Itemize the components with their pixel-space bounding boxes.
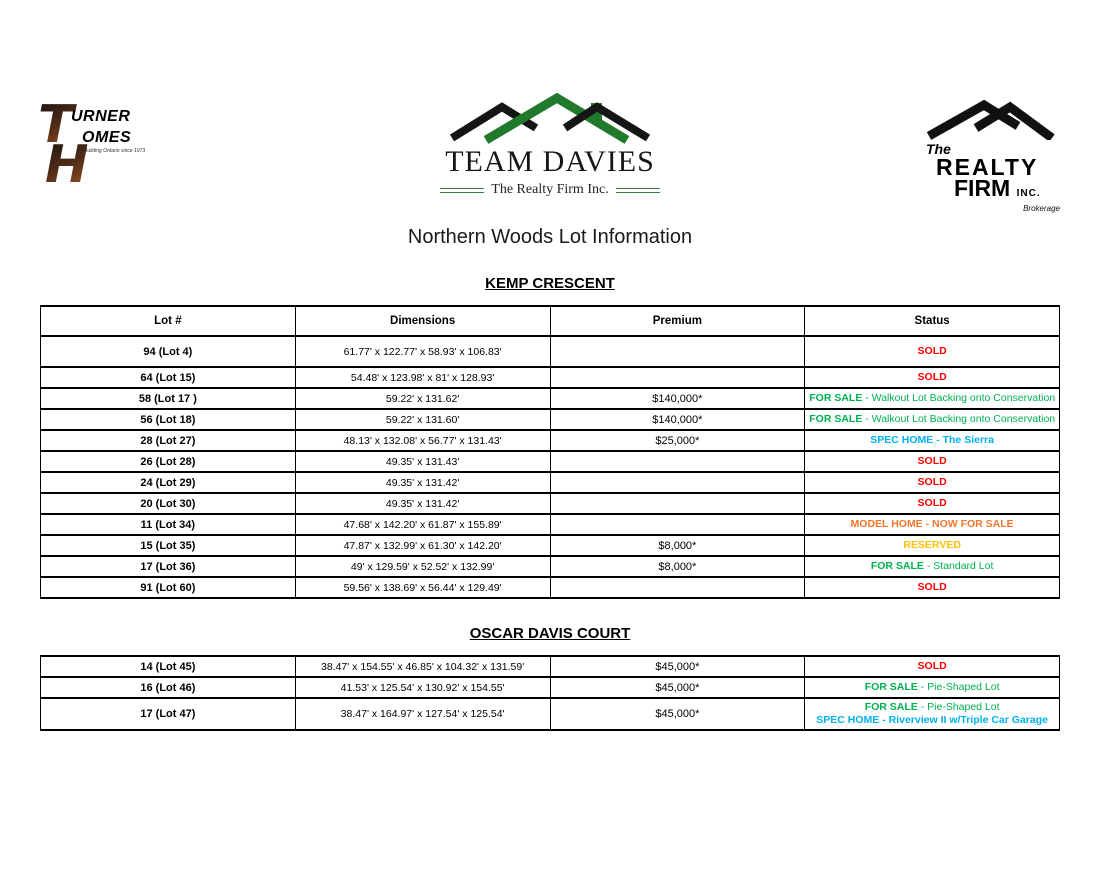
status-line xyxy=(809,701,1055,714)
dimensions-cell: 41.53' x 125.54' x 130.92' x 154.55' xyxy=(295,677,550,698)
table-row xyxy=(41,656,1060,677)
team-davies-logo xyxy=(430,90,670,198)
team-davies-name: TEAM DAVIES xyxy=(445,145,655,178)
status-line xyxy=(809,434,1055,447)
lot-cell: 28 (Lot 27) xyxy=(41,430,296,451)
status-text: - Walkout Lot Backing onto Conservation xyxy=(862,392,1056,404)
table-row xyxy=(41,367,1060,388)
dimensions-cell: 59.22' x 131.60' xyxy=(295,409,550,430)
realty-firm-brokerage: Brokerage xyxy=(1023,204,1060,213)
lot-table xyxy=(40,655,1060,731)
lot-cell: 20 (Lot 30) xyxy=(41,493,296,514)
dimensions-cell: 59.22' x 131.62' xyxy=(295,388,550,409)
davies-rule-left xyxy=(440,188,484,193)
lot-cell: 17 (Lot 36) xyxy=(41,556,296,577)
table-row xyxy=(41,472,1060,493)
premium-cell: $8,000* xyxy=(550,556,805,577)
section-heading: KEMP CRESCENT xyxy=(485,275,615,292)
status-line xyxy=(809,681,1055,694)
status-text: MODEL HOME - NOW FOR SALE xyxy=(850,518,1014,530)
status-text: - Pie-Shaped Lot xyxy=(917,701,1000,713)
lot-cell: 15 (Lot 35) xyxy=(41,535,296,556)
premium-cell xyxy=(550,367,805,388)
lot-cell: 24 (Lot 29) xyxy=(41,472,296,493)
status-text: FOR SALE xyxy=(809,413,863,425)
status-line xyxy=(809,476,1055,489)
table-row xyxy=(41,336,1060,367)
page-title: Northern Woods Lot Information xyxy=(407,226,693,248)
status-cell xyxy=(805,493,1060,514)
dimensions-cell: 47.68' x 142.20' x 61.87' x 155.89' xyxy=(295,514,550,535)
table-row xyxy=(41,409,1060,430)
status-line xyxy=(809,455,1055,468)
premium-cell: $140,000* xyxy=(550,409,805,430)
status-line xyxy=(809,345,1055,358)
status-text: SOLD xyxy=(917,455,947,467)
svg-text:H: H xyxy=(45,135,89,186)
turner-logo-text-urner: URNER xyxy=(71,108,131,125)
table-head xyxy=(41,306,1060,336)
premium-cell: $45,000* xyxy=(550,698,805,730)
table-row xyxy=(41,430,1060,451)
status-text: SOLD xyxy=(917,497,947,509)
premium-cell: $45,000* xyxy=(550,656,805,677)
turner-homes-logo xyxy=(38,98,158,186)
realty-firm-realty: REALTY xyxy=(936,154,1039,180)
column-header: Premium xyxy=(550,306,805,336)
team-davies-roofline-icon xyxy=(444,90,656,144)
team-davies-subtitle: The Realty Firm Inc. xyxy=(491,182,609,197)
status-cell xyxy=(805,472,1060,493)
realty-firm-firm: FIRM xyxy=(954,175,1011,201)
realty-firm-logo xyxy=(924,92,1066,213)
status-line xyxy=(809,413,1055,426)
status-text: FOR SALE xyxy=(809,392,863,404)
lot-cell: 17 (Lot 47) xyxy=(41,698,296,730)
status-text: SOLD xyxy=(917,345,947,357)
status-text: FOR SALE xyxy=(864,681,918,693)
status-cell xyxy=(805,451,1060,472)
table-row xyxy=(41,698,1060,730)
table-body xyxy=(41,656,1060,730)
lot-cell: 64 (Lot 15) xyxy=(41,367,296,388)
dimensions-cell: 59.56' x 138.69' x 56.44' x 129.49' xyxy=(295,577,550,598)
premium-cell xyxy=(550,514,805,535)
premium-cell xyxy=(550,336,805,367)
status-text: FOR SALE xyxy=(864,701,918,713)
lot-cell: 14 (Lot 45) xyxy=(41,656,296,677)
table-row xyxy=(41,493,1060,514)
status-cell xyxy=(805,514,1060,535)
status-line xyxy=(809,660,1055,673)
table-row xyxy=(41,556,1060,577)
column-header: Status xyxy=(805,306,1060,336)
table-body xyxy=(41,336,1060,598)
premium-cell: $8,000* xyxy=(550,535,805,556)
status-cell xyxy=(805,367,1060,388)
lot-cell: 16 (Lot 46) xyxy=(41,677,296,698)
status-text: RESERVED xyxy=(903,539,961,551)
status-cell xyxy=(805,577,1060,598)
lot-cell: 58 (Lot 17 ) xyxy=(41,388,296,409)
davies-rule-right xyxy=(616,188,660,193)
status-line xyxy=(809,371,1055,384)
status-line xyxy=(809,497,1055,510)
realty-firm-firm-row xyxy=(954,175,1066,204)
lot-cell: 26 (Lot 28) xyxy=(41,451,296,472)
dimensions-cell: 49.35' x 131.43' xyxy=(295,451,550,472)
status-cell xyxy=(805,556,1060,577)
dimensions-cell: 49' x 129.59' x 52.52' x 132.99' xyxy=(295,556,550,577)
status-text: SOLD xyxy=(917,581,947,593)
premium-cell: $45,000* xyxy=(550,677,805,698)
dimensions-cell: 38.47' x 154.55' x 46.85' x 104.32' x 131.59' xyxy=(295,656,550,677)
table-row xyxy=(41,677,1060,698)
table-header-row xyxy=(41,306,1060,336)
section-heading: OSCAR DAVIS COURT xyxy=(469,625,631,642)
table-row xyxy=(41,535,1060,556)
dimensions-cell: 61.77' x 122.77' x 58.93' x 106.83' xyxy=(295,336,550,367)
status-cell xyxy=(805,409,1060,430)
status-text: - Walkout Lot Backing onto Conservation xyxy=(862,413,1056,425)
turner-logo-tagline: Building Ontario since 1973 xyxy=(84,148,146,154)
status-line xyxy=(809,581,1055,594)
status-line xyxy=(809,518,1055,531)
realty-firm-the: The xyxy=(926,141,951,157)
lot-cell: 56 (Lot 18) xyxy=(41,409,296,430)
dimensions-cell: 49.35' x 131.42' xyxy=(295,472,550,493)
status-line xyxy=(809,560,1055,573)
status-text: SPEC HOME - The Sierra xyxy=(870,434,994,446)
table-row xyxy=(41,577,1060,598)
status-cell xyxy=(805,698,1060,730)
premium-cell xyxy=(550,472,805,493)
status-text: SPEC HOME - Riverview II w/Triple Car Garage xyxy=(816,714,1048,726)
dimensions-cell: 48.13' x 132.08' x 56.77' x 131.43' xyxy=(295,430,550,451)
status-text: SOLD xyxy=(917,660,947,672)
status-cell xyxy=(805,677,1060,698)
status-text: SOLD xyxy=(917,476,947,488)
status-line xyxy=(809,539,1055,552)
lot-cell: 94 (Lot 4) xyxy=(41,336,296,367)
lot-tables-container xyxy=(0,275,1100,731)
header-logos xyxy=(0,0,1100,213)
premium-cell: $140,000* xyxy=(550,388,805,409)
svg-text:T: T xyxy=(38,98,74,155)
status-cell xyxy=(805,656,1060,677)
realty-firm-inc: INC. xyxy=(1016,188,1041,199)
premium-cell: $25,000* xyxy=(550,430,805,451)
status-text: SOLD xyxy=(917,371,947,383)
status-text: - Pie-Shaped Lot xyxy=(917,681,1000,693)
status-text: - Standard Lot xyxy=(923,560,994,572)
premium-cell xyxy=(550,493,805,514)
lot-table xyxy=(40,305,1060,599)
status-cell xyxy=(805,336,1060,367)
status-line xyxy=(809,714,1055,727)
dimensions-cell: 54.48' x 123.98' x 81' x 128.93' xyxy=(295,367,550,388)
realty-firm-roofline-icon xyxy=(924,92,1058,140)
dimensions-cell: 49.35' x 131.42' xyxy=(295,493,550,514)
status-cell xyxy=(805,430,1060,451)
premium-cell xyxy=(550,577,805,598)
table-row xyxy=(41,451,1060,472)
status-line xyxy=(809,392,1055,405)
team-davies-subtitle-row xyxy=(430,182,670,198)
status-cell xyxy=(805,535,1060,556)
lot-cell: 91 (Lot 60) xyxy=(41,577,296,598)
status-text: FOR SALE xyxy=(870,560,924,572)
status-cell xyxy=(805,388,1060,409)
table-row xyxy=(41,388,1060,409)
premium-cell xyxy=(550,451,805,472)
dimensions-cell: 47.87' x 132.99' x 61.30' x 142.20' xyxy=(295,535,550,556)
turner-logo-text-omes: OMES xyxy=(82,129,132,146)
column-header: Lot # xyxy=(41,306,296,336)
table-row xyxy=(41,514,1060,535)
lot-cell: 11 (Lot 34) xyxy=(41,514,296,535)
dimensions-cell: 38.47' x 164.97' x 127.54' x 125.54' xyxy=(295,698,550,730)
column-header: Dimensions xyxy=(295,306,550,336)
